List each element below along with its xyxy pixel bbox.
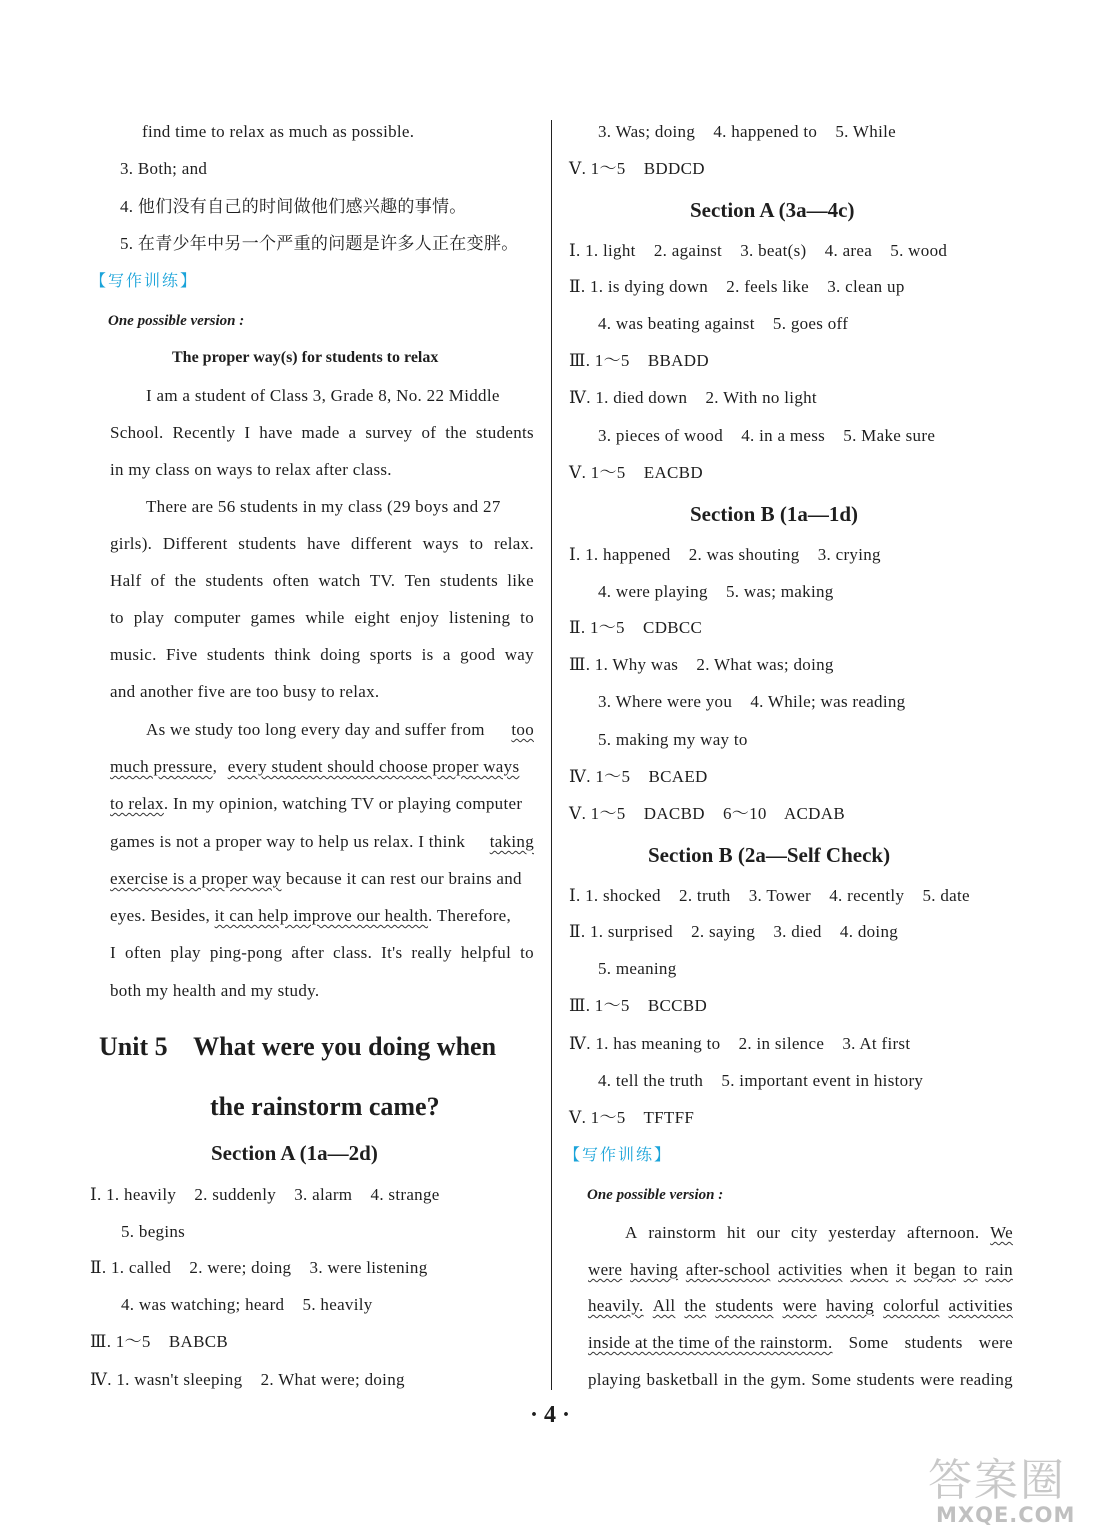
answer-line: 4. were playing 5. was; making: [598, 582, 834, 601]
essay-line: games is not a proper way to help us relax. I think taking: [110, 832, 534, 851]
section-heading: Section A (3a—4c): [690, 198, 855, 222]
answer-line: 5. begins: [121, 1222, 186, 1241]
answer-line: 3. Where were you 4. While; was reading: [598, 692, 906, 711]
essay-line: and another five are too busy to relax.: [110, 682, 380, 701]
essay-line: A rainstorm hit our city yesterday afternoon. We: [625, 1223, 1013, 1242]
watermark-text: 答案圈: [928, 1455, 1066, 1506]
essay-line: eyes. Besides, it can help improve our health. Therefore,: [110, 906, 512, 925]
answer-line: Ⅱ. 1. surprised 2. saying 3. died 4. doing: [569, 922, 899, 941]
section-heading: Section A (1a—2d): [211, 1141, 378, 1165]
answer-line: Ⅳ. 1. wasn't sleeping 2. What were; doing: [90, 1370, 405, 1389]
essay-line: to play computer games while eight enjoy listening to: [110, 608, 534, 627]
answer-line: Ⅳ. 1. died down 2. With no light: [569, 388, 817, 407]
unit-title: Unit 5 What were you doing when: [99, 1032, 497, 1061]
answer-line: 5. making my way to: [598, 730, 748, 749]
essay-line: playing basketball in the gym. Some students were reading: [588, 1370, 1013, 1389]
answer-line: 3. Was; doing 4. happened to 5. While: [598, 122, 896, 141]
answer-line: 4. 他们没有自己的时间做他们感兴趣的事情。: [120, 197, 467, 216]
section-heading: Section B (1a—1d): [690, 502, 858, 526]
watermark-url: MXQE.COM: [936, 1503, 1076, 1527]
essay-line: to relax. In my opinion, watching TV or playing computer: [110, 794, 523, 813]
answer-line: 4. tell the truth 5. important event in history: [598, 1071, 924, 1090]
answer-line: 3. Both; and: [120, 159, 208, 178]
essay-line: in my class on ways to relax after class.: [110, 460, 392, 479]
answer-line: 5. meaning: [598, 959, 677, 978]
writing-practice-tag: 【写作训练】: [90, 271, 199, 290]
highlighted-essay-line: were having after-school activities when it began to rain: [588, 1260, 1013, 1279]
answer-line: Ⅳ. 1. has meaning to 2. in silence 3. At first: [569, 1034, 911, 1053]
answer-line: Ⅲ. 1. Why was 2. What was; doing: [569, 655, 834, 674]
answer-line: Ⅰ. 1. shocked 2. truth 3. Tower 4. recently 5. date: [569, 886, 970, 905]
essay-line: I often play ping-pong after class. It's really helpful to: [110, 943, 534, 962]
page-number: · 4 ·: [530, 1402, 571, 1428]
answer-line: Ⅲ. 1～5 BABCB: [90, 1332, 229, 1351]
answer-line: find time to relax as much as possible.: [142, 122, 415, 141]
essay-line: exercise is a proper way because it can rest our brains and: [110, 869, 522, 888]
possible-version-label: One possible version :: [108, 313, 245, 329]
answer-line: Ⅴ. 1～5 EACBD: [569, 463, 703, 482]
column-divider: [551, 120, 552, 1390]
answer-line: Ⅱ. 1～5 CDBCC: [569, 618, 703, 637]
highlighted-phrase: inside at the time of the rainstorm.: [588, 1333, 833, 1352]
essay-line: There are 56 students in my class (29 boys and 27: [146, 497, 501, 516]
essay-line: music. Five students think doing sports is a good way: [110, 645, 534, 664]
answer-line: Ⅲ. 1～5 BCCBD: [569, 996, 708, 1015]
highlighted-phrase: too: [511, 720, 534, 739]
answer-line: Ⅰ. 1. heavily 2. suddenly 3. alarm 4. strange: [90, 1185, 440, 1204]
answer-line: Ⅱ. 1. is dying down 2. feels like 3. clean up: [569, 277, 905, 296]
essay-line: both my health and my study.: [110, 981, 320, 1000]
unit-title-line2: the rainstorm came?: [210, 1092, 440, 1121]
highlighted-phrase: it can help improve our health: [214, 906, 429, 925]
writing-practice-tag: 【写作训练】: [564, 1145, 673, 1164]
essay-line: Half of the students often watch TV. Ten students like: [110, 571, 534, 590]
essay-line: girls). Different students have different ways to relax.: [110, 534, 534, 553]
answer-line: Ⅴ. 1～5 BDDCD: [569, 159, 705, 178]
highlighted-phrase: We: [990, 1223, 1013, 1242]
highlighted-phrase: taking: [489, 832, 534, 851]
answer-line: Ⅰ. 1. light 2. against 3. beat(s) 4. area 5. wood: [569, 241, 948, 260]
answer-line: 3. pieces of wood 4. in a mess 5. Make sure: [598, 426, 936, 445]
highlighted-phrase: to relax: [110, 794, 164, 813]
essay-line: As we study too long every day and suffer from too: [146, 720, 534, 739]
answer-line: Ⅱ. 1. called 2. were; doing 3. were listening: [90, 1258, 428, 1277]
highlighted-essay-line: heavily. All the students were having colorful activities: [588, 1296, 1013, 1315]
essay-line: inside at the time of the rainstorm. Some students were: [588, 1333, 1013, 1352]
highlighted-phrase: exercise is a proper way: [110, 869, 282, 888]
essay-line: I am a student of Class 3, Grade 8, No. 22 Middle: [146, 386, 500, 405]
answer-line: 4. was beating against 5. goes off: [598, 314, 849, 333]
essay-line: School. Recently I have made a survey of the students: [110, 423, 534, 442]
answer-line: Ⅰ. 1. happened 2. was shouting 3. crying: [569, 545, 881, 564]
answer-line: Ⅴ. 1～5 DACBD 6～10 ACDAB: [569, 804, 845, 823]
section-heading: Section B (2a—Self Check): [648, 843, 891, 867]
possible-version-label: One possible version :: [587, 1187, 724, 1203]
highlighted-phrase: much pressure: [110, 757, 213, 776]
answer-line: Ⅳ. 1～5 BCAED: [569, 767, 708, 786]
essay-line: much pressure, every student should choose proper ways: [110, 757, 520, 776]
highlighted-phrase: every student should choose proper ways: [227, 757, 520, 776]
answer-line: 4. was watching; heard 5. heavily: [121, 1295, 373, 1314]
answer-line: Ⅲ. 1～5 BBADD: [569, 351, 709, 370]
essay-title: The proper way(s) for students to relax: [172, 349, 439, 366]
watermark-logo: [922, 1455, 1092, 1528]
answer-line: Ⅴ. 1～5 TFTFF: [569, 1108, 695, 1127]
answer-line: 5. 在青少年中另一个严重的问题是许多人正在变胖。: [120, 234, 519, 253]
